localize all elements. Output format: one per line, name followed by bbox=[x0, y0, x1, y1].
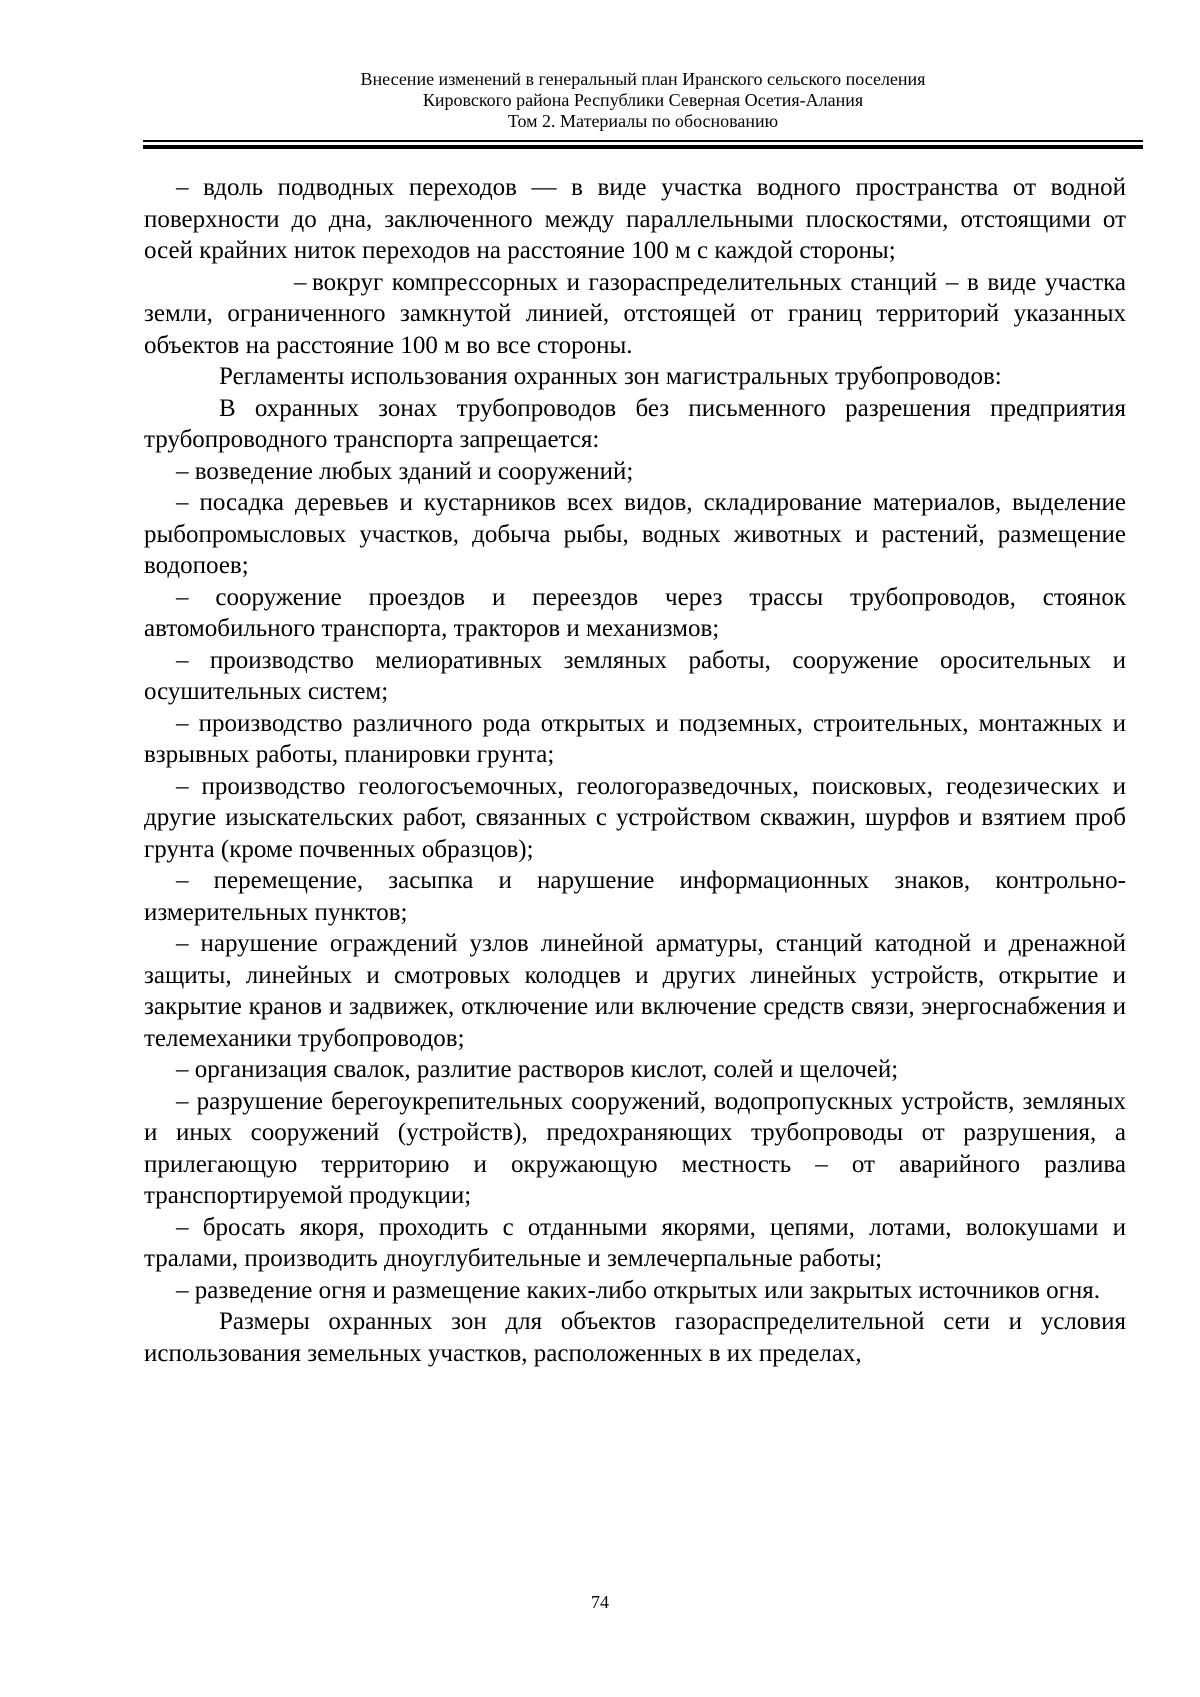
page-number: 74 bbox=[591, 1592, 609, 1612]
paragraph-text: вокруг компрессорных и газораспределительных станций – в виде участка земли, ограниченного замкнутой линией, отстоящей от границ территорий указанных объектов на расстояние 100 м во все стороны. bbox=[144, 268, 1126, 359]
list-item-text: – разрушение берегоукрепительных сооружений, водопропускных устройств, земляных и иных сооружений (устройств), предохраняющих трубопроводы от разрушения, а прилегающую территорию и окружающую местность – от аварийного разлива транспортируемой продукции; bbox=[144, 1087, 1126, 1209]
list-item-text: – посадка деревьев и кустарников всех видов, складирование материалов, выделение рыбопромысловых участков, добыча рыбы, водных животных и растений, размещение водопоев; bbox=[144, 489, 1126, 579]
list-item-text: – разведение огня и размещение каких-либо открытых или закрытых источников огня. bbox=[176, 1276, 1101, 1304]
paragraph-text: – вдоль подводных переходов — в виде участка водного пространства от водной поверхности до дна, заключенного между параллельными плоскостями, отстоящими от осей крайних ниток переходов на расстояние 100 м с каждой стороны; bbox=[144, 174, 1126, 264]
header-divider-thin bbox=[143, 140, 1143, 142]
paragraph-text: В охранных зонах трубопроводов без письменного разрешения предприятия трубопроводного транспорта запрещается: bbox=[144, 394, 1126, 453]
list-item-destruction bbox=[144, 1086, 1126, 1212]
list-item-text: – производство геологосъемочных, геологоразведочных, поисковых, геодезических и другие изыскательских работ, связанных с устройством скважин, шурфов и взятием проб грунта (кроме почвенных образцов); bbox=[144, 772, 1126, 863]
list-item-anchors bbox=[144, 1212, 1126, 1275]
list-item-planting bbox=[144, 487, 1126, 582]
list-item-buildings bbox=[144, 456, 1126, 488]
list-item-melioration bbox=[144, 645, 1126, 708]
list-item-text: – перемещение, засыпка и нарушение информационных знаков, контрольно-измерительных пунктов; bbox=[144, 867, 1126, 926]
document-header bbox=[143, 69, 1143, 132]
header-divider-thick bbox=[143, 145, 1143, 149]
list-item-signs bbox=[144, 865, 1126, 928]
document-body bbox=[144, 172, 1126, 1369]
paragraph-regulations-heading bbox=[144, 361, 1126, 393]
list-item-text: – бросать якоря, проходить с отданными якорями, цепями, лотами, волокушами и тралами, производить дноуглубительные и землечерпальные работы; bbox=[144, 1213, 1126, 1272]
paragraph-dash: – bbox=[294, 268, 307, 296]
paragraph-underwater-crossings bbox=[144, 172, 1126, 267]
header-title-line-2: Кировского района Республики Северная Осетия-Алания bbox=[422, 90, 864, 110]
list-item-text: – сооружение проездов и переездов через трассы трубопроводов, стоянок автомобильного транспорта, тракторов и механизмов; bbox=[144, 583, 1126, 642]
header-title-line-1: Внесение изменений в генеральный план Иранского сельского поселения bbox=[360, 69, 926, 89]
list-item-text: – возведение любых зданий и сооружений; bbox=[176, 457, 634, 485]
list-item-surveying bbox=[144, 771, 1126, 866]
list-item-fire bbox=[144, 1275, 1126, 1307]
list-item-text: – организация свалок, разлитие растворов кислот, солей и щелочей; bbox=[176, 1056, 899, 1083]
paragraph-prohibition-intro bbox=[144, 393, 1126, 456]
list-item-crossings bbox=[144, 582, 1126, 645]
list-item-text: – производство различного рода открытых и подземных, строительных, монтажных и взрывных работы, планировки грунта; bbox=[144, 709, 1126, 768]
list-item-fences bbox=[144, 928, 1126, 1054]
paragraph-gas-network-zones bbox=[144, 1306, 1126, 1369]
list-item-construction bbox=[144, 708, 1126, 771]
paragraph-compressor-stations bbox=[144, 267, 1126, 362]
paragraph-text: Размеры охранных зон для объектов газораспределительной сети и условия использования земельных участков, расположенных в их пределах, bbox=[144, 1308, 1126, 1367]
paragraph-text: Регламенты использования охранных зон магистральных трубопроводов: bbox=[219, 363, 1002, 390]
list-item-text: – нарушение ограждений узлов линейной арматуры, станций катодной и дренажной защиты, линейных и смотровых колодцев и других линейных устройств, открытие и закрытие кранов и задвижек, отключение или включение средств связи, энергоснабжения и телемеханики трубопроводов; bbox=[144, 930, 1126, 1052]
list-item-dumps bbox=[144, 1054, 1126, 1086]
list-item-text: – производство мелиоративных земляных работы, сооружение оросительных и осушительных систем; bbox=[144, 646, 1126, 705]
header-volume-line: Том 2. Материалы по обоснованию bbox=[507, 111, 779, 131]
